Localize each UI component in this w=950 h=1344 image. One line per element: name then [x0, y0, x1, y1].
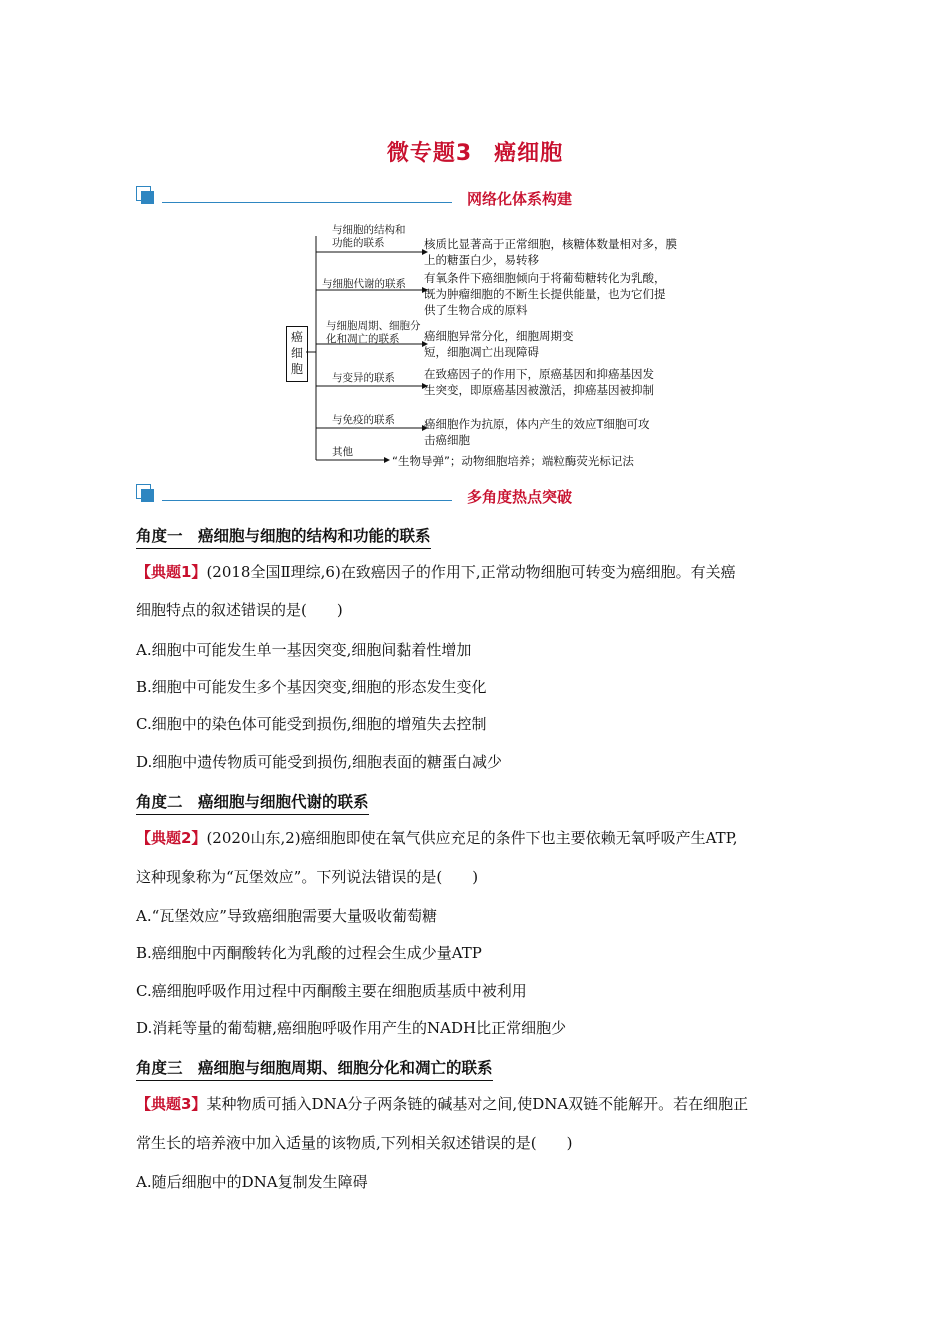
branch-label-variation: 与变异的联系 — [332, 372, 395, 384]
section1-heading: 角度一 癌细胞与细胞的结构和功能的联系 — [136, 524, 431, 549]
section3-heading: 角度三 癌细胞与细胞周期、细胞分化和凋亡的联系 — [136, 1056, 493, 1081]
banner-square-fill-icon — [141, 191, 154, 204]
branch-desc-cell-cycle: 癌细胞异常分化，细胞周期变短，细胞凋亡出现障碍 — [424, 329, 574, 359]
question1-option-b: B.细胞中可能发生多个基因突变,细胞的形态发生变化 — [136, 678, 487, 696]
question1-tag: 【典题1】 — [136, 563, 207, 581]
branch-label-other: 其他 — [332, 446, 353, 458]
mind-map-root: 癌细胞 — [286, 326, 308, 382]
question1-stem — [136, 562, 816, 582]
question1-stem-line1: (2018全国Ⅱ理综,6)在致癌因子的作用下,正常动物细胞可转变为癌细胞。有关癌 — [206, 563, 736, 581]
title-part2: 癌细胞 — [494, 141, 564, 166]
section2-heading: 角度二 癌细胞与细胞代谢的联系 — [136, 790, 369, 815]
branch-desc-structure: 核质比显著高于正常细胞，核糖体数量相对多，膜上的糖蛋白少，易转移 — [424, 237, 677, 267]
question2-option-d: D.消耗等量的葡萄糖,癌细胞呼吸作用产生的NADH比正常细胞少 — [136, 1019, 567, 1037]
branch-desc-other: “生物导弹”；动物细胞培养；端粒酶荧光标记法 — [392, 454, 634, 468]
section-banner-hotspots — [136, 484, 576, 514]
branch-label-metabolism: 与细胞代谢的联系 — [322, 278, 406, 290]
question2-option-b: B.癌细胞中丙酮酸转化为乳酸的过程会生成少量ATP — [136, 944, 482, 962]
banner-rule — [162, 202, 452, 203]
question3-stem-line2: 常生长的培养液中加入适量的该物质,下列相关叙述错误的是( ) — [136, 1134, 573, 1152]
question2-stem-line2: 这种现象称为“瓦堡效应”。下列说法错误的是( ) — [136, 868, 479, 886]
branch-desc-immunity: 癌细胞作为抗原，体内产生的效应T细胞可攻击癌细胞 — [424, 417, 650, 447]
banner-label: 网络化体系构建 — [466, 190, 572, 208]
question3-stem — [136, 1094, 816, 1114]
question2-tag: 【典题2】 — [136, 829, 207, 847]
branch-label-cell-cycle: 与细胞周期、细胞分化和凋亡的联系 — [326, 320, 421, 345]
branch-label-structure: 与细胞的结构和功能的联系 — [332, 224, 406, 249]
question3-option-a: A.随后细胞中的DNA复制发生障碍 — [136, 1173, 368, 1191]
question3-tag: 【典题3】 — [136, 1095, 207, 1113]
question1-stem-line2: 细胞特点的叙述错误的是( ) — [136, 601, 343, 619]
question2-stem-line1: (2020山东,2)癌细胞即使在氧气供应充足的条件下也主要依赖无氧呼吸产生ATP, — [206, 829, 738, 847]
question1-option-c: C.细胞中的染色体可能受到损伤,细胞的增殖失去控制 — [136, 715, 487, 733]
page-title — [0, 136, 950, 167]
branch-desc-variation: 在致癌因子的作用下，原癌基因和抑癌基因发生突变，即原癌基因被激活，抑癌基因被抑制 — [424, 367, 654, 397]
branch-label-immunity: 与免疫的联系 — [332, 414, 395, 426]
question3-stem-line1: 某种物质可插入DNA分子两条链的碱基对之间,使DNA双链不能解开。若在细胞正 — [206, 1095, 749, 1113]
question1-option-a: A.细胞中可能发生单一基因突变,细胞间黏着性增加 — [136, 641, 472, 659]
section-banner-network — [136, 186, 576, 216]
banner-square-fill-icon — [141, 489, 154, 502]
question2-option-c: C.癌细胞呼吸作用过程中丙酮酸主要在细胞质基质中被利用 — [136, 982, 527, 1000]
banner-label: 多角度热点突破 — [466, 488, 572, 506]
mind-map — [280, 220, 680, 480]
question2-option-a: A.“瓦堡效应”导致癌细胞需要大量吸收葡萄糖 — [136, 907, 437, 925]
banner-rule — [162, 500, 452, 501]
title-part1: 微专题3 — [386, 141, 473, 166]
question1-option-d: D.细胞中遗传物质可能受到损伤,细胞表面的糖蛋白减少 — [136, 753, 503, 771]
question2-stem — [136, 828, 816, 848]
branch-desc-metabolism: 有氧条件下癌细胞倾向于将葡萄糖转化为乳酸，既为肿瘤细胞的不断生长提供能量，也为它们提供了生物合成的原料 — [424, 271, 666, 317]
